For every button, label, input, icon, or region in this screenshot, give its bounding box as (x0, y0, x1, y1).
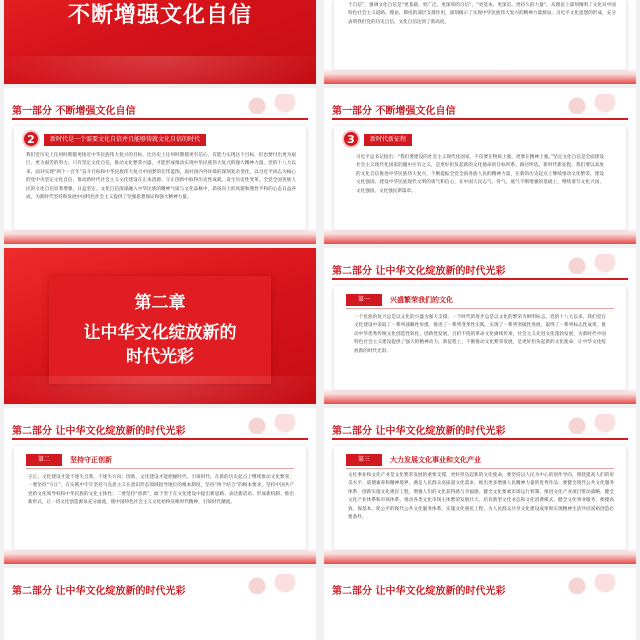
point-heading: 新时代新征程 (364, 134, 412, 146)
point-heading: 新时代是一个需要文化自信并且能够铸就文化自信的时代 (44, 134, 206, 146)
content-card (334, 126, 626, 230)
slide-chapter-two (4, 248, 316, 404)
footer-wave (324, 388, 636, 404)
section-title: 第二部分 让中华文化绽放新的时代光彩 (332, 266, 506, 277)
slide-part1-point3 (324, 88, 636, 244)
section-divider (332, 118, 628, 120)
content-card (14, 446, 306, 550)
number-badge: 3 (342, 130, 360, 148)
point-heading: 坚持守正创新 (70, 456, 112, 464)
content-card (334, 0, 626, 70)
section-divider (332, 278, 628, 280)
point-heading: 兴盛繁荣我们的文化 (390, 296, 453, 304)
point-tag: 第二 (26, 454, 62, 466)
section-title: 第二部分 让中华文化绽放新的时代光彩 (12, 426, 186, 437)
decorative-flowers (236, 574, 306, 594)
number-badge: 2 (22, 130, 40, 148)
body-text: 习近平总书记指出：“我们要建设的社会主义现代化国家，不仅要在物质上强，更要在精神上强。”坚定文化自信是全面建设社会主义现代化国家的题中应有之义，是更好担负起新的文化使命的目标所系、路径所依。新时代新征程，我们要以高度的文化自信推进中华民族伟大复兴，不断提振全党全国各族人民的精神力量，在新的历史起点上继续推动文化繁荣、建设文化强国、建设中华民族现代文明的勇气和信心，在中国人民志气、骨气、底气不断增强的基础上，继续谱写文化兴国、文化强国、文化强民新篇章。 (356, 155, 604, 194)
footer-wave (4, 228, 316, 244)
section-title: 第一部分 不断增强文化自信 (332, 106, 456, 117)
body-text: 我们党历史上任何时期都更接近中华民族伟大复兴的目标，比历史上任何时期都更有信心、有能力实现这个目标，但也要付出更为艰巨、更为艰苦的努力。只有坚定文化自信，推动文化繁荣兴盛，才能形成推动实现中华民族伟大复兴的强大精神力量。党的十八大以来，面对实现“两个一百年”奋斗目标和中华民族伟大复兴中国梦的宏伟蓝图，面对国内外环境的深刻复杂变化，以习近平同志为核心的党中央坚定文化自信，推动新时代社会主义文化建设在正本清源、守正创新中取得历史性成就、发生历史性变革。全党全国各族人民的文化自信显著增强，日益坚定，文化自信深深融入中华民族的精神气质与文化品格中，昂扬向上的风貌和理性平和的心态日益养成，为新时代坚持和发展中国特色社会主义提供了坚强思想保证和强大精神力量。 (26, 153, 296, 201)
chapter-title-line1: 让中华文化绽放新的 (83, 323, 237, 343)
slide-part2-continued-right (324, 568, 636, 640)
slide-part2-point2 (4, 408, 316, 564)
body-text: 个自信”，强调文化自信是“更基础、更广泛、更深厚的自信”，“更基本、更深沉、更持久的力量”。从理论上深刻阐明了文化对中国特色社会主义道路、理论、制度的深层支撑作用，深刻揭示了实现中华民族伟大复兴的精神力量源泉。习近平文化思想的形成，充分表明我们党的历史自信、文化自信达到了新高度。 (348, 3, 616, 25)
decorative-wave (4, 376, 316, 404)
section-title: 第一部分 不断增强文化自信 (12, 106, 136, 117)
decorative-flowers (556, 254, 626, 274)
point-tag: 第一 (346, 294, 382, 306)
body-text: 守正，文化建设才能不迷失自我、不迷失方向；创新，文化建设才能把握时代、引领时代。在新的历史起点上继续推动文化繁荣，一要坚持“守正”，在实践中牢牢坚持马克思主义在意识形态领域指导地位的根本制度，坚持“两个结合”的根本要求，坚持中国共产党的文化领导权和中华民族的文化主体性；二要坚持“创新”，敢于善于在文化建设中提出新思路、表达新话语、形成新机制、推出新形式，让一切文化创造源泉充分涌流，使中国特色社会主义文化始终反映时代精神、引领时代潮流。 (28, 475, 294, 506)
decorative-flowers (556, 94, 626, 114)
body-text: 一个民族的复兴总是以文化的兴盛为强大支撑。一个时代的进步总是以文化的繁荣为鲜明标志。党的十八大以来，我们党在文化建设中采取了一系列战略性举措，推进了一系列变革性实践，实现了一系列突破性进展，取得了一系列标志性成果，推动中华优秀传统文化创造性转化、创新性发展，百折不挠的革命文化赓续传承，社会主义先进文化蓬勃发展，为新时代中国特色社会主义建设提供了强大的精神动力。新征程上，不断推动文化繁荣发展，是更好担负起新的文化使命，让中华文化绽放新的时代光彩。 (354, 315, 606, 354)
footer-wave (324, 548, 636, 564)
decorative-flowers (556, 414, 626, 434)
heading-rule (346, 468, 614, 469)
slide-title: 不断增强文化自信 (67, 2, 252, 28)
footer-wave (324, 68, 636, 84)
slide-part2-continued-left (4, 568, 316, 640)
section-title: 第二部分 让中华文化绽放新的时代光彩 (332, 586, 506, 597)
slide-part1-point2 (4, 88, 316, 244)
content-card (334, 286, 626, 390)
heading-rule (346, 308, 614, 309)
body-text: 文化事业和文化产业是文化繁荣发展的重要支撑，更好担负起新的文化使命，要坚持以人民为中心的创作导向，围绕提高人们的审美水平、道德素养和精神境界，满足人民群众高质量文化需求，推出更多增强人民精神力量的优秀作品；要健全现代公共文化服务体系，创新实施文化惠民工程，增强人们的文化获得感与幸福感。健全文化要素市场运行机制，推进文化产业项目带动战略，健全文化产业体系和市场体系，推动各类文化市场主体繁荣发展壮大。培育新型文化业态和文化消费模式，健全文化事业服务，便捷高效、保基本、促公平的现代公共文化服务体系，实施文化惠民工程，为人民群众共享文化建设成果和实现精神生活共同富裕创造必要条件。 (348, 473, 614, 521)
footer-wave (4, 548, 316, 564)
heading-rule (26, 468, 294, 469)
content-card (334, 446, 626, 550)
slide-text-continuation (324, 0, 636, 84)
section-title: 第二部分 让中华文化绽放新的时代光彩 (12, 586, 186, 597)
section-divider (12, 118, 308, 120)
decorative-wave (4, 56, 316, 84)
footer-wave (324, 228, 636, 244)
point-tag: 第三 (346, 454, 382, 466)
slide-part2-point3 (324, 408, 636, 564)
decorative-flowers (236, 94, 306, 114)
slide-part2-point1 (324, 248, 636, 404)
section-divider (12, 438, 308, 440)
content-card (14, 126, 306, 230)
slide-title-wenhua-zixin (4, 0, 316, 84)
point-heading: 大力发展文化事业和文化产业 (390, 456, 481, 464)
chapter-number: 第二章 (134, 293, 186, 313)
section-title: 第二部分 让中华文化绽放新的时代光彩 (332, 426, 506, 437)
chapter-title-line2: 时代光彩 (126, 347, 194, 367)
decorative-flowers (236, 414, 306, 434)
section-divider (332, 438, 628, 440)
decorative-flowers (556, 574, 626, 594)
